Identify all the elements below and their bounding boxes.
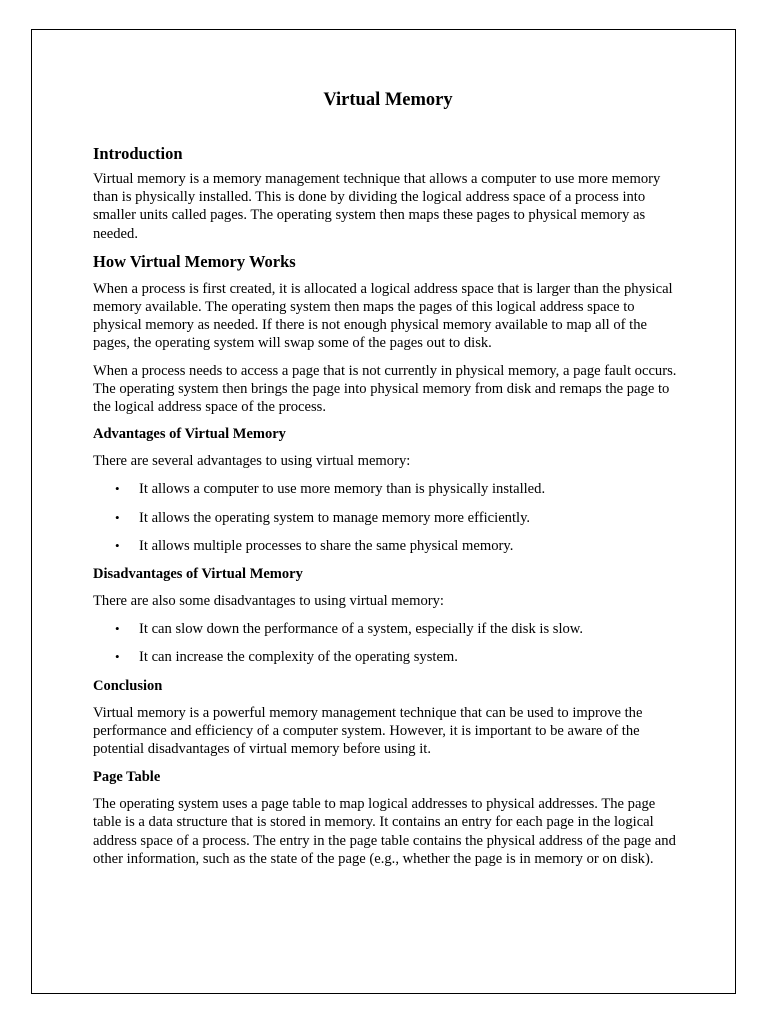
list-item-text: It allows multiple processes to share the same physical memory. <box>139 537 514 554</box>
paragraph-introduction: Virtual memory is a memory management technique that allows a computer to use more memory than is physically installed. This is done by dividing the logical address space of a process into smaller units called pages. The operating system then maps these pages to physical memory as needed. <box>93 171 661 242</box>
list-item <box>93 620 683 638</box>
list-item-text: It allows a computer to use more memory than is physically installed. <box>139 481 546 498</box>
paragraph-how-it-works-1: When a process is first created, it is allocated a logical address space that is larger than the physical memory available. The operating system then maps the pages of this logical address space to physical memory as needed. If there is not enough physical memory available to map all of the pages, the operating system will swap some of the pages out to disk. <box>93 280 673 352</box>
document-title: Virtual Memory <box>323 90 453 110</box>
list-item <box>93 509 683 527</box>
list-item <box>93 648 683 666</box>
bullet-icon: • <box>115 509 120 525</box>
heading-introduction: Introduction <box>93 144 183 163</box>
heading-disadvantages: Disadvantages of Virtual Memory <box>93 566 303 583</box>
disadvantages-list <box>93 620 683 666</box>
heading-page-table: Page Table <box>93 769 161 786</box>
paragraph-conclusion: Virtual memory is a powerful memory management technique that can be used to improve the performance and efficiency of a computer system. However, it is important to be aware of the potential disadvantages of virtual memory before using it. <box>93 704 643 758</box>
list-item-text: It allows the operating system to manage memory more efficiently. <box>139 509 531 526</box>
list-item-text: It can slow down the performance of a system, especially if the disk is slow. <box>139 621 584 638</box>
list-item-text: It can increase the complexity of the operating system. <box>139 649 458 666</box>
advantages-list <box>93 480 683 555</box>
paragraph-advantages-intro: There are several advantages to using virtual memory: <box>93 453 411 470</box>
heading-conclusion: Conclusion <box>93 677 163 694</box>
heading-advantages: Advantages of Virtual Memory <box>93 426 286 443</box>
document-page <box>31 29 736 994</box>
paragraph-disadvantages-intro: There are also some disadvantages to using virtual memory: <box>93 593 444 610</box>
bullet-icon: • <box>115 621 120 637</box>
heading-how-it-works: How Virtual Memory Works <box>93 251 296 271</box>
paragraph-page-table: The operating system uses a page table to map logical addresses to physical addresses. The page table is a data structure that is stored in memory. It contains an entry for each page in the logical address space of a process. The entry in the page table contains the physical address of the page and other information, such as the state of the page (e.g., whether the page is in memory or on disk). <box>93 796 676 867</box>
document-content <box>93 88 683 868</box>
bullet-icon: • <box>115 481 120 497</box>
bullet-icon: • <box>115 649 120 665</box>
paragraph-how-it-works-2: When a process needs to access a page that is not currently in physical memory, a page fault occurs. The operating system then brings the page into physical memory from disk and remaps the page to the logical address space of the process. <box>93 362 677 416</box>
bullet-icon: • <box>115 537 120 553</box>
list-item <box>93 537 683 555</box>
list-item <box>93 480 683 498</box>
